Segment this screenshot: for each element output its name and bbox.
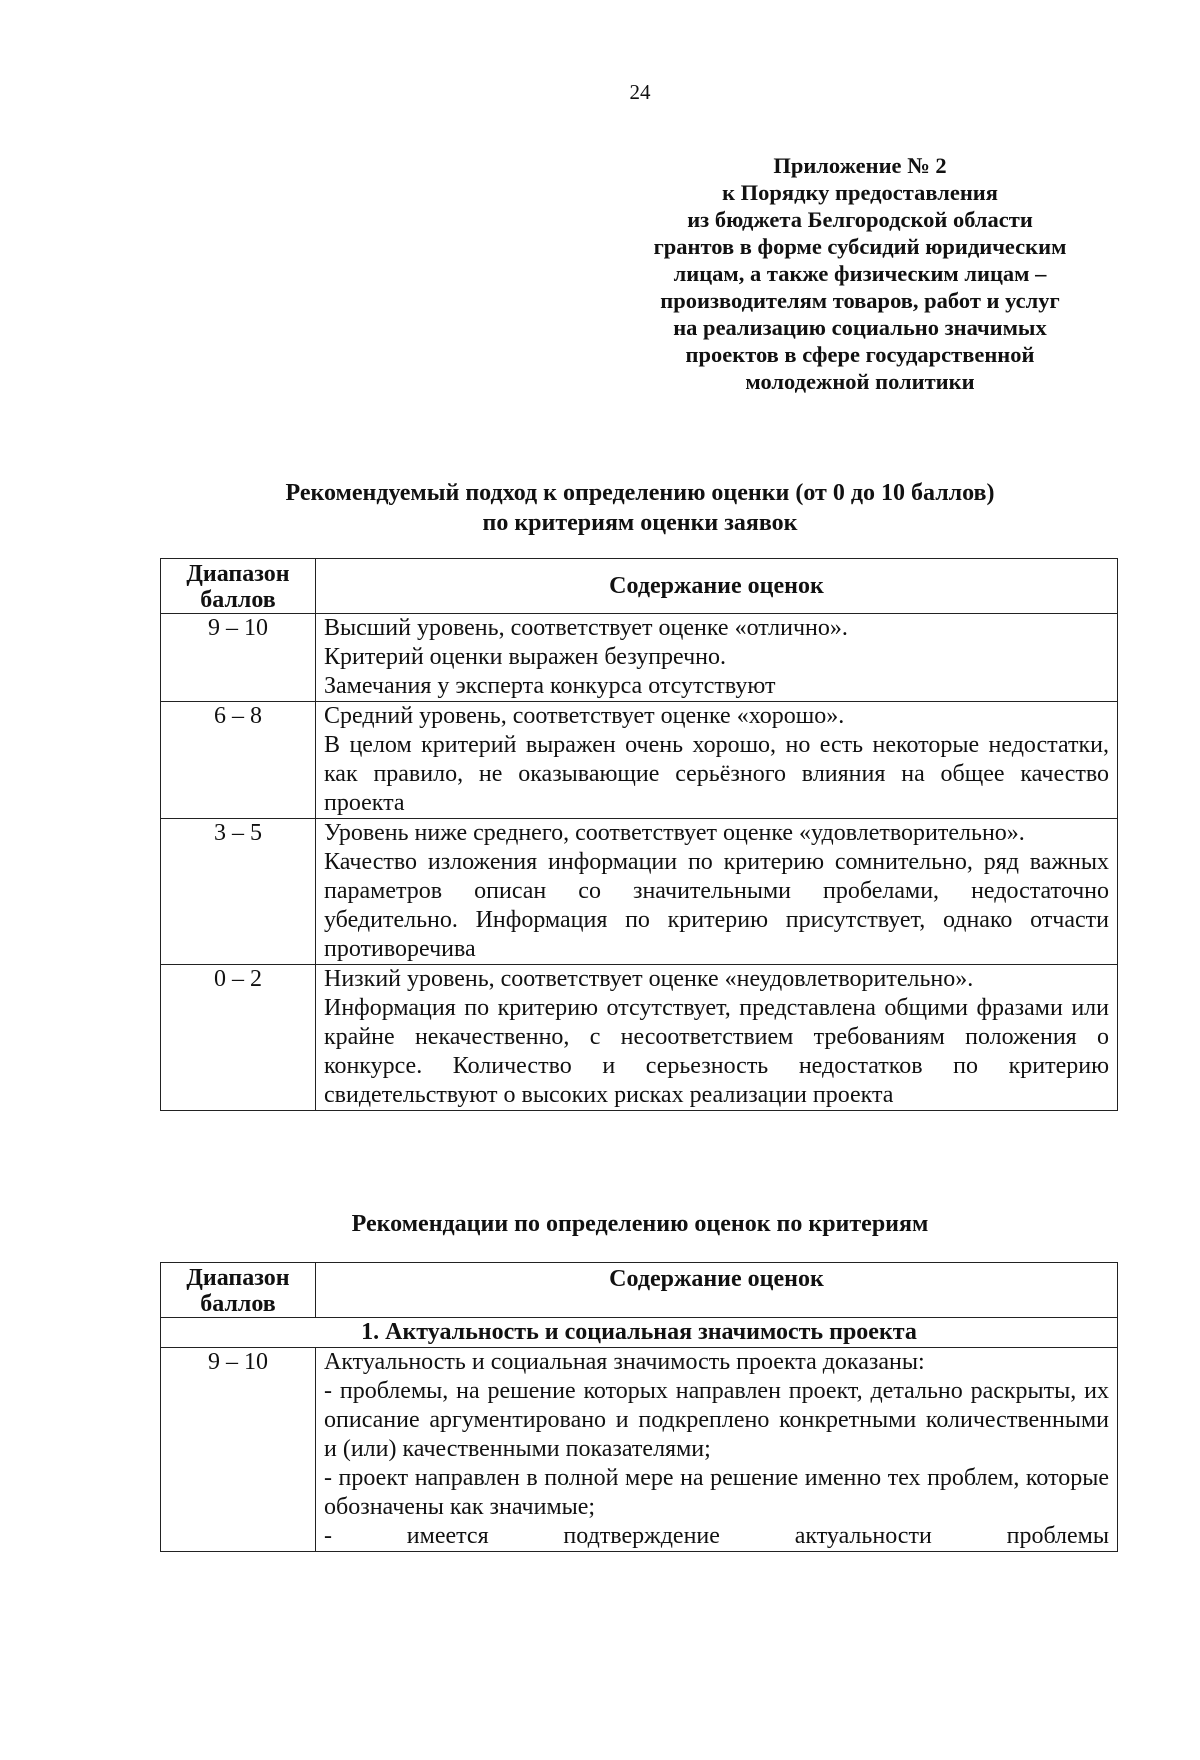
score-range: 0 – 2 [161, 965, 316, 1111]
appendix-line: лицам, а также физическим лицам – [673, 261, 1047, 286]
description-paragraph: Высший уровень, соответствует оценке «отлично». [324, 615, 848, 641]
section-title-recommendations: Рекомендации по определению оценок по критериям [351, 1211, 929, 1237]
score-range: 6 – 8 [161, 702, 316, 819]
description-paragraph: - проект направлен в полной мере на решение именно тех проблем, которые обозначены как значимые; [324, 1465, 1109, 1520]
appendix-header [600, 152, 1120, 395]
description-paragraph: Информация по критерию отсутствует, представлена общими фразами или крайне некачественно, с несоответствием требованиям положения о конкурсе. Количество и серьезность недостатков по критерию свидетельствуют о высоких рисках реализации проекта [324, 995, 1109, 1108]
table-header-row [161, 559, 1118, 614]
appendix-line: из бюджета Белгородской области [687, 207, 1033, 232]
score-range: 9 – 10 [161, 1348, 316, 1552]
section-title-line: Рекомендуемый подход к определению оценки (от 0 до 10 баллов) [285, 480, 995, 506]
table-row [161, 702, 1118, 819]
table-header-row [161, 1263, 1118, 1318]
description-paragraph: - проблемы, на решение которых направлен проект, детально раскрыты, их описание аргументировано и подкреплено конкретными количественными и (или) качественными показателями; [324, 1378, 1109, 1462]
appendix-line: проектов в сфере государственной [685, 342, 1035, 367]
table-row [161, 614, 1118, 702]
description-paragraph: Критерий оценки выражен безупречно. [324, 644, 727, 670]
score-description [316, 1348, 1118, 1552]
section-title-approach [150, 478, 1130, 538]
score-description [316, 702, 1118, 819]
criterion-row [161, 1318, 1118, 1348]
description-paragraph: Замечания у эксперта конкурса отсутствуют [324, 673, 776, 699]
header-content: Содержание оценок [316, 1263, 1118, 1318]
appendix-line: молодежной политики [745, 369, 975, 394]
description-paragraph: Актуальность и социальная значимость проекта доказаны: [324, 1349, 925, 1375]
page-number: 24 [629, 80, 651, 104]
score-approach-table [160, 558, 1118, 1111]
score-range: 3 – 5 [161, 819, 316, 965]
header-range-line: баллов [200, 1291, 276, 1317]
description-paragraph: Средний уровень, соответствует оценке «хорошо». [324, 703, 845, 729]
score-description [316, 819, 1118, 965]
table-row [161, 965, 1118, 1111]
table-row [161, 1348, 1118, 1552]
header-range [161, 1263, 316, 1318]
criterion-title: 1. Актуальность и социальная значимость проекта [161, 1318, 1118, 1348]
appendix-line: на реализацию социально значимых [673, 315, 1047, 340]
criteria-recommendations-table [160, 1262, 1118, 1552]
description-paragraph: - имеется подтверждение актуальности проблемы [324, 1523, 1109, 1549]
table-row [161, 819, 1118, 965]
header-range-line: Диапазон [186, 561, 290, 587]
description-paragraph: В целом критерий выражен очень хорошо, но есть некоторые недостатки, как правило, не оказывающие серьёзного влияния на общее качество проекта [324, 732, 1109, 816]
description-paragraph: Качество изложения информации по критерию сомнительно, ряд важных параметров описан со значительными пробелами, недостаточно убедительно. Информация по критерию присутствует, однако отчасти противоречива [324, 849, 1109, 962]
section-title-line: по критериям оценки заявок [482, 510, 798, 536]
score-description [316, 965, 1118, 1111]
score-range: 9 – 10 [161, 614, 316, 702]
appendix-line: к Порядку предоставления [722, 180, 998, 205]
description-paragraph: Низкий уровень, соответствует оценке «неудовлетворительно». [324, 966, 974, 992]
header-content: Содержание оценок [316, 559, 1118, 614]
appendix-line: производителям товаров, работ и услуг [660, 288, 1060, 313]
appendix-line: грантов в форме субсидий юридическим [653, 234, 1067, 259]
appendix-line: Приложение № 2 [773, 153, 947, 178]
description-paragraph: Уровень ниже среднего, соответствует оценке «удовлетворительно». [324, 820, 1025, 846]
score-description [316, 614, 1118, 702]
header-range-line: баллов [200, 587, 276, 613]
header-range [161, 559, 316, 614]
header-range-line: Диапазон [186, 1265, 290, 1291]
